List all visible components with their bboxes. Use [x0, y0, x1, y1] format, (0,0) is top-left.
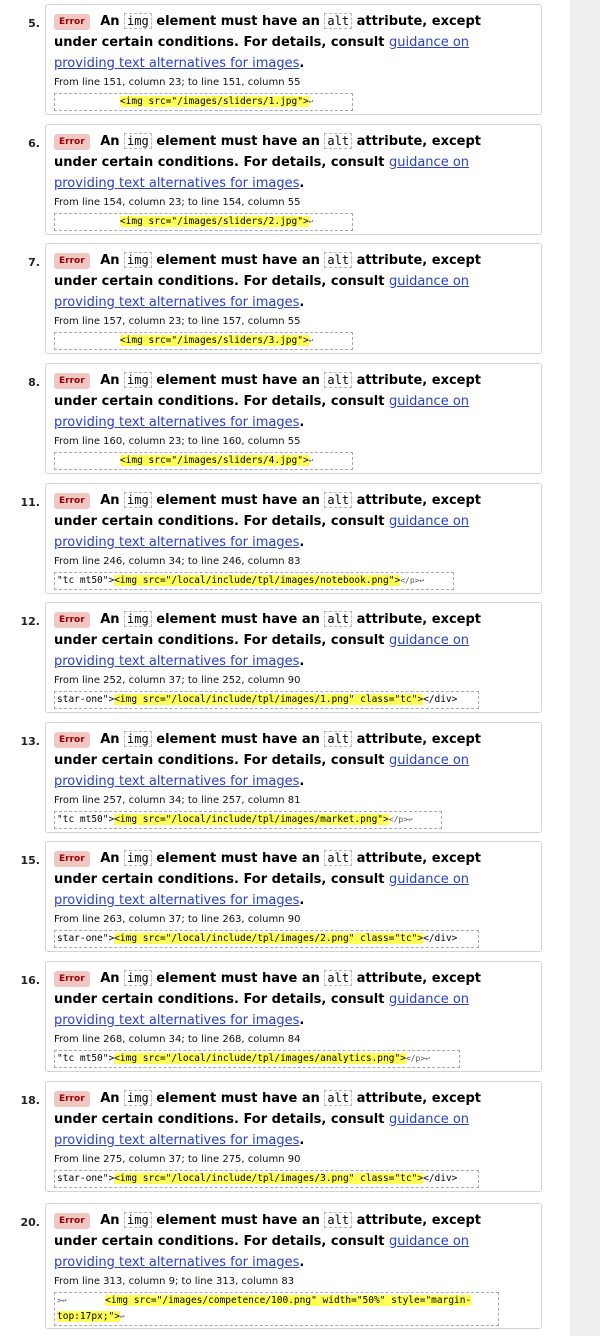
message-text: element must have an — [156, 851, 320, 866]
message-text: element must have an — [156, 14, 320, 29]
error-card — [45, 124, 542, 235]
message-text: attribute, except under certain conditions. For details, consult — [54, 1091, 481, 1127]
message-text: element must have an — [156, 1213, 320, 1228]
extract-pre: star-one"> — [57, 933, 115, 944]
location-text: From line 263, column 37; to line 263, column 90 — [54, 914, 301, 925]
code-extract — [54, 930, 479, 948]
message-text: element must have an — [156, 373, 320, 388]
error-number: 5. — [28, 17, 40, 30]
code-alt: alt — [324, 1090, 352, 1106]
error-badge: Error — [54, 851, 90, 867]
period: . — [299, 1133, 305, 1148]
location-text: From line 257, column 34; to line 257, column 81 — [54, 795, 301, 806]
message-text: An — [100, 493, 120, 508]
message-text: An — [100, 134, 120, 149]
message-text: attribute, except under certain conditions. For details, consult — [54, 1213, 481, 1249]
code-img: img — [124, 731, 152, 747]
guidance-link[interactable]: guidance on providing text alternatives for images — [54, 1112, 470, 1148]
extract-highlight: <img src="/local/include/tpl/images/2.png" class="tc"> — [114, 933, 424, 944]
error-badge: Error — [54, 732, 90, 748]
error-number: 12. — [20, 615, 40, 628]
extract-post: </p>↩ — [405, 1054, 430, 1063]
period: . — [299, 295, 305, 310]
error-badge: Error — [54, 1091, 90, 1107]
error-message — [54, 131, 524, 194]
error-message — [54, 609, 524, 672]
code-alt: alt — [324, 492, 352, 508]
guidance-link[interactable]: guidance on providing text alternatives for images — [54, 1234, 470, 1270]
extract-post: </div> — [423, 1173, 458, 1184]
extract-post: ↩ — [308, 97, 314, 106]
guidance-link[interactable]: guidance on providing text alternatives for images — [54, 514, 470, 550]
message-text: element must have an — [156, 134, 320, 149]
extract-highlight: <img src="/images/competence/100.png" width="50%" style="margin- — [105, 1295, 472, 1306]
code-alt: alt — [324, 372, 352, 388]
code-extract — [54, 332, 353, 350]
error-number: 16. — [20, 974, 40, 987]
extract-highlight: <img src="/images/sliders/4.jpg"> — [119, 455, 309, 466]
extract-pre: star-one"> — [57, 694, 115, 705]
extract-highlight: <img src="/images/sliders/1.jpg"> — [119, 96, 309, 107]
code-img: img — [124, 850, 152, 866]
extract-pre — [57, 335, 120, 346]
error-message — [54, 729, 524, 792]
message-text: attribute, except under certain conditions. For details, consult — [54, 971, 481, 1007]
error-message — [54, 848, 524, 911]
extract-post: </p>↩ — [388, 815, 413, 824]
error-badge: Error — [54, 134, 90, 150]
code-extract — [54, 452, 353, 470]
code-img: img — [124, 1090, 152, 1106]
error-card — [45, 4, 542, 115]
code-extract — [54, 93, 353, 111]
error-badge: Error — [54, 1213, 90, 1229]
message-text: An — [100, 612, 120, 627]
extract-post: ↩ — [119, 1312, 125, 1321]
period: . — [299, 774, 305, 789]
code-extract — [54, 1050, 460, 1068]
guidance-link[interactable]: guidance on providing text alternatives for images — [54, 274, 470, 310]
extract-highlight: <img src="/local/include/tpl/images/1.png" class="tc"> — [114, 694, 424, 705]
code-img: img — [124, 372, 152, 388]
code-img: img — [124, 970, 152, 986]
extract-highlight: <img src="/local/include/tpl/images/market.png"> — [114, 814, 389, 825]
code-alt: alt — [324, 731, 352, 747]
message-text: An — [100, 14, 120, 29]
extract-post: ↩ — [308, 336, 314, 345]
code-img: img — [124, 13, 152, 29]
extract-pre — [57, 96, 120, 107]
message-text: attribute, except under certain conditions. For details, consult — [54, 493, 481, 529]
period: . — [299, 56, 305, 71]
message-text: An — [100, 373, 120, 388]
code-extract — [54, 811, 442, 829]
period: . — [299, 176, 305, 191]
code-extract — [54, 691, 479, 709]
error-card — [45, 243, 542, 354]
period: . — [299, 535, 305, 550]
error-badge: Error — [54, 493, 90, 509]
guidance-link[interactable]: guidance on providing text alternatives for images — [54, 872, 470, 908]
error-number: 20. — [20, 1216, 40, 1229]
extract-highlight-cont: top:17px;"> — [57, 1311, 120, 1322]
error-number: 6. — [28, 137, 40, 150]
extract-pre — [57, 455, 120, 466]
period: . — [299, 654, 305, 669]
code-img: img — [124, 611, 152, 627]
extract-post: ↩ — [308, 217, 314, 226]
code-img: img — [124, 252, 152, 268]
location-text: From line 151, column 23; to line 151, column 55 — [54, 77, 301, 88]
message-text: An — [100, 732, 120, 747]
error-number: 8. — [28, 376, 40, 389]
message-text: element must have an — [156, 612, 320, 627]
message-text: An — [100, 253, 120, 268]
error-card — [45, 363, 542, 474]
error-badge: Error — [54, 373, 90, 389]
period: . — [299, 415, 305, 430]
location-text: From line 160, column 23; to line 160, column 55 — [54, 436, 301, 447]
message-text: element must have an — [156, 1091, 320, 1106]
message-text: An — [100, 1091, 120, 1106]
error-card — [45, 1081, 542, 1192]
guidance-link[interactable]: guidance on providing text alternatives for images — [54, 155, 470, 191]
location-text: From line 252, column 37; to line 252, column 90 — [54, 675, 301, 686]
error-badge: Error — [54, 14, 90, 30]
extract-pre: "tc mt50"> — [57, 575, 115, 586]
guidance-link[interactable]: guidance on providing text alternatives for images — [54, 35, 470, 71]
extract-highlight: <img src="/images/sliders/3.jpg"> — [119, 335, 309, 346]
guidance-link[interactable]: guidance on providing text alternatives for images — [54, 394, 470, 430]
extract-pre: "tc mt50"> — [57, 1053, 115, 1064]
message-text: attribute, except under certain conditions. For details, consult — [54, 134, 481, 170]
code-alt: alt — [324, 133, 352, 149]
message-text: attribute, except under certain conditions. For details, consult — [54, 612, 481, 648]
extract-post: </div> — [423, 933, 458, 944]
error-card — [45, 722, 542, 833]
error-message — [54, 370, 524, 433]
extract-pre: "tc mt50"> — [57, 814, 115, 825]
period: . — [299, 1255, 305, 1270]
error-number: 7. — [28, 256, 40, 269]
error-message — [54, 968, 524, 1031]
code-img: img — [124, 133, 152, 149]
location-text: From line 157, column 23; to line 157, column 55 — [54, 316, 301, 327]
code-extract — [54, 1170, 479, 1188]
message-text: element must have an — [156, 253, 320, 268]
extract-pre — [57, 216, 120, 227]
error-number: 11. — [20, 496, 40, 509]
location-text: From line 268, column 34; to line 268, column 84 — [54, 1034, 301, 1045]
code-extract — [54, 572, 454, 590]
error-card — [45, 961, 542, 1072]
message-text: attribute, except under certain conditions. For details, consult — [54, 14, 481, 50]
error-card — [45, 841, 542, 952]
period: . — [299, 893, 305, 908]
error-message — [54, 1088, 524, 1151]
code-alt: alt — [324, 1212, 352, 1228]
code-extract — [54, 1292, 499, 1326]
error-number: 15. — [20, 854, 40, 867]
error-message — [54, 250, 524, 313]
error-message — [54, 490, 524, 553]
error-badge: Error — [54, 971, 90, 987]
message-text: An — [100, 1213, 120, 1228]
code-img: img — [124, 1212, 152, 1228]
guidance-link[interactable]: guidance on providing text alternatives for images — [54, 753, 470, 789]
extract-highlight: <img src="/local/include/tpl/images/notebook.png"> — [114, 575, 401, 586]
extract-highlight: <img src="/images/sliders/2.jpg"> — [119, 216, 309, 227]
period: . — [299, 1013, 305, 1028]
code-alt: alt — [324, 850, 352, 866]
code-alt: alt — [324, 252, 352, 268]
error-number: 13. — [20, 735, 40, 748]
error-message — [54, 11, 524, 74]
location-text: From line 275, column 37; to line 275, column 90 — [54, 1154, 301, 1165]
message-text: element must have an — [156, 971, 320, 986]
extract-highlight: <img src="/local/include/tpl/images/analytics.png"> — [114, 1053, 406, 1064]
guidance-link[interactable]: guidance on providing text alternatives for images — [54, 633, 470, 669]
extract-post: </p>↩ — [400, 576, 425, 585]
message-text: attribute, except under certain conditions. For details, consult — [54, 373, 481, 409]
message-text: attribute, except under certain conditions. For details, consult — [54, 732, 481, 768]
error-card — [45, 602, 542, 713]
code-alt: alt — [324, 611, 352, 627]
extract-pre: star-one"> — [57, 1173, 115, 1184]
message-text: element must have an — [156, 732, 320, 747]
message-text: attribute, except under certain conditions. For details, consult — [54, 851, 481, 887]
guidance-link[interactable]: guidance on providing text alternatives for images — [54, 992, 470, 1028]
message-text: element must have an — [156, 493, 320, 508]
extract-highlight: <img src="/local/include/tpl/images/3.png" class="tc"> — [114, 1173, 424, 1184]
code-img: img — [124, 492, 152, 508]
message-text: attribute, except under certain conditions. For details, consult — [54, 253, 481, 289]
extract-post: </div> — [423, 694, 458, 705]
message-text: An — [100, 971, 120, 986]
code-alt: alt — [324, 970, 352, 986]
error-badge: Error — [54, 253, 90, 269]
message-text: An — [100, 851, 120, 866]
location-text: From line 313, column 9; to line 313, column 83 — [54, 1276, 295, 1287]
error-number: 18. — [20, 1094, 40, 1107]
location-text: From line 154, column 23; to line 154, column 55 — [54, 197, 301, 208]
error-message — [54, 1210, 524, 1273]
code-alt: alt — [324, 13, 352, 29]
extract-post: ↩ — [308, 456, 314, 465]
extract-pre: >↩ — [57, 1296, 106, 1305]
error-card — [45, 483, 542, 594]
error-badge: Error — [54, 612, 90, 628]
code-extract — [54, 213, 353, 231]
error-card — [45, 1203, 542, 1329]
location-text: From line 246, column 34; to line 246, column 83 — [54, 556, 301, 567]
